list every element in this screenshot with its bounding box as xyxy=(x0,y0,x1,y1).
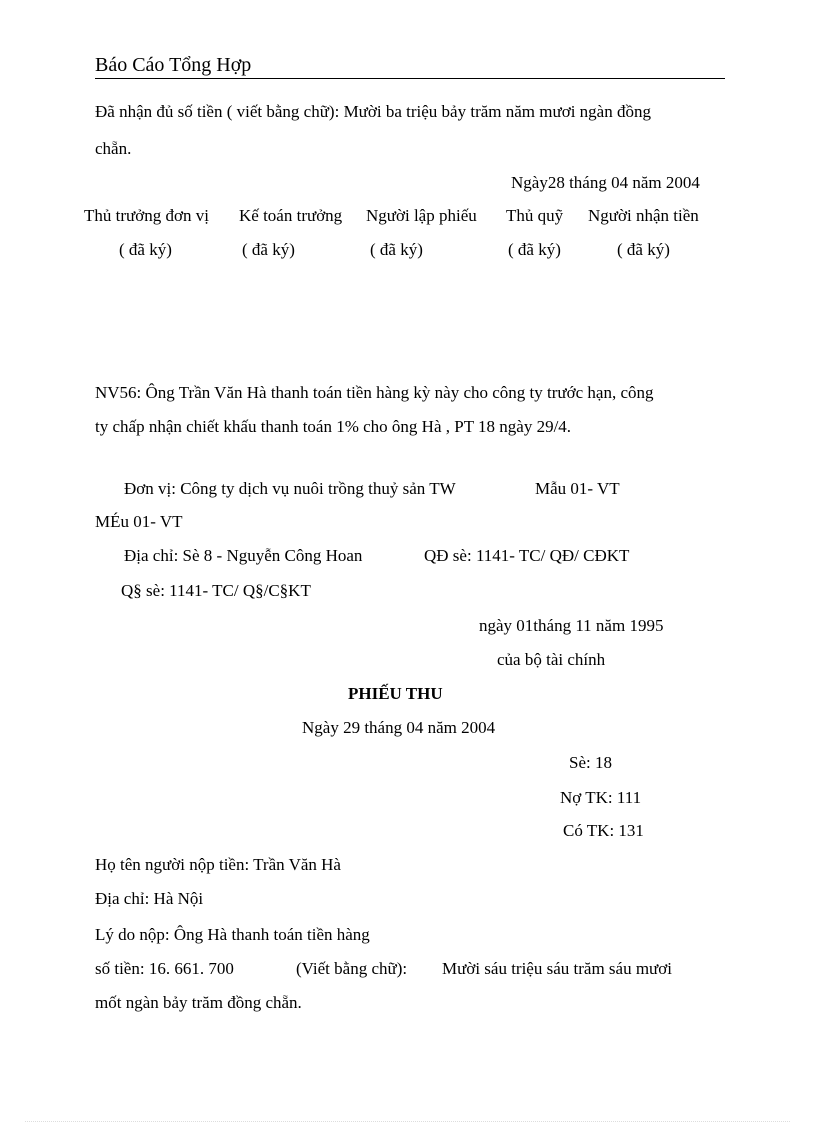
signature-status-head: ( đã ký) xyxy=(119,240,172,259)
decision-date: ngày 01tháng 11 năm 1995 xyxy=(479,616,664,635)
signature-status-preparer: ( đã ký) xyxy=(370,240,423,259)
payment-amount: số tiền: 16. 661. 700 xyxy=(95,959,234,978)
page-bottom-divider xyxy=(25,1121,790,1122)
received-amount-line-1: Đã nhận đủ số tiền ( viết bằng chữ): Mười ba triệu bảy trăm năm mươi ngàn đồng xyxy=(95,102,651,121)
issuing-ministry: của bộ tài chính xyxy=(497,650,606,669)
nv56-line-2: ty chấp nhận chiết khấu thanh toán 1% cho ông Hà , PT 18 ngày 29/4. xyxy=(95,417,572,436)
amount-words-line-2: mốt ngàn bảy trăm đồng chẵn. xyxy=(95,993,302,1012)
decision-number-garbled: Q§ sè: 1141- TC/ Q§/C§KT xyxy=(121,581,311,600)
signature-role-chief-accountant: Kế toán trưởng xyxy=(239,206,343,225)
signature-status-cashier: ( đã ký) xyxy=(508,240,561,259)
received-date: Ngày28 tháng 04 năm 2004 xyxy=(511,173,700,192)
payer-address: Địa chỉ: Hà Nội xyxy=(95,889,204,908)
payer-name: Họ tên người nộp tiền: Trần Văn Hà xyxy=(95,855,341,874)
signature-role-recipient: Người nhận tiền xyxy=(588,206,699,225)
form-code-garbled: MÉu 01- VT xyxy=(95,512,183,531)
nv56-line-1: NV56: Ông Trần Văn Hà thanh toán tiền hàng kỳ này cho công ty trước hạn, công xyxy=(95,383,654,402)
receipt-number: Sè: 18 xyxy=(569,753,612,772)
signature-role-head: Thủ trưởng đơn vị xyxy=(84,206,209,225)
signature-role-cashier: Thủ quỹ xyxy=(506,206,564,225)
decision-number: QĐ sè: 1141- TC/ QĐ/ CĐKT xyxy=(424,546,630,565)
unit-address: Địa chỉ: Sè 8 - Nguyễn Công Hoan xyxy=(124,546,363,565)
report-title: Báo Cáo Tổng Hợp xyxy=(95,54,252,76)
receipt-title: PHIẾU THU xyxy=(348,684,443,703)
signature-status-recipient: ( đã ký) xyxy=(617,240,670,259)
amount-words-line-1: Mười sáu triệu sáu trăm sáu mươi xyxy=(442,959,672,978)
form-code: Mẫu 01- VT xyxy=(535,479,620,498)
credit-account: Có TK: 131 xyxy=(563,821,644,840)
signature-status-chief-accountant: ( đã ký) xyxy=(242,240,295,259)
amount-words-label: (Viết bằng chữ): xyxy=(296,959,408,978)
page-header xyxy=(95,53,725,79)
received-amount-line-2: chẵn. xyxy=(95,139,132,158)
receipt-date: Ngày 29 tháng 04 năm 2004 xyxy=(302,718,496,737)
debit-account: Nợ TK: 111 xyxy=(560,788,642,807)
payment-reason: Lý do nộp: Ông Hà thanh toán tiền hàng xyxy=(95,925,370,944)
signature-role-preparer: Người lập phiếu xyxy=(366,206,477,225)
unit-name: Đơn vị: Công ty dịch vụ nuôi trồng thuỷ sản TW xyxy=(124,479,456,498)
